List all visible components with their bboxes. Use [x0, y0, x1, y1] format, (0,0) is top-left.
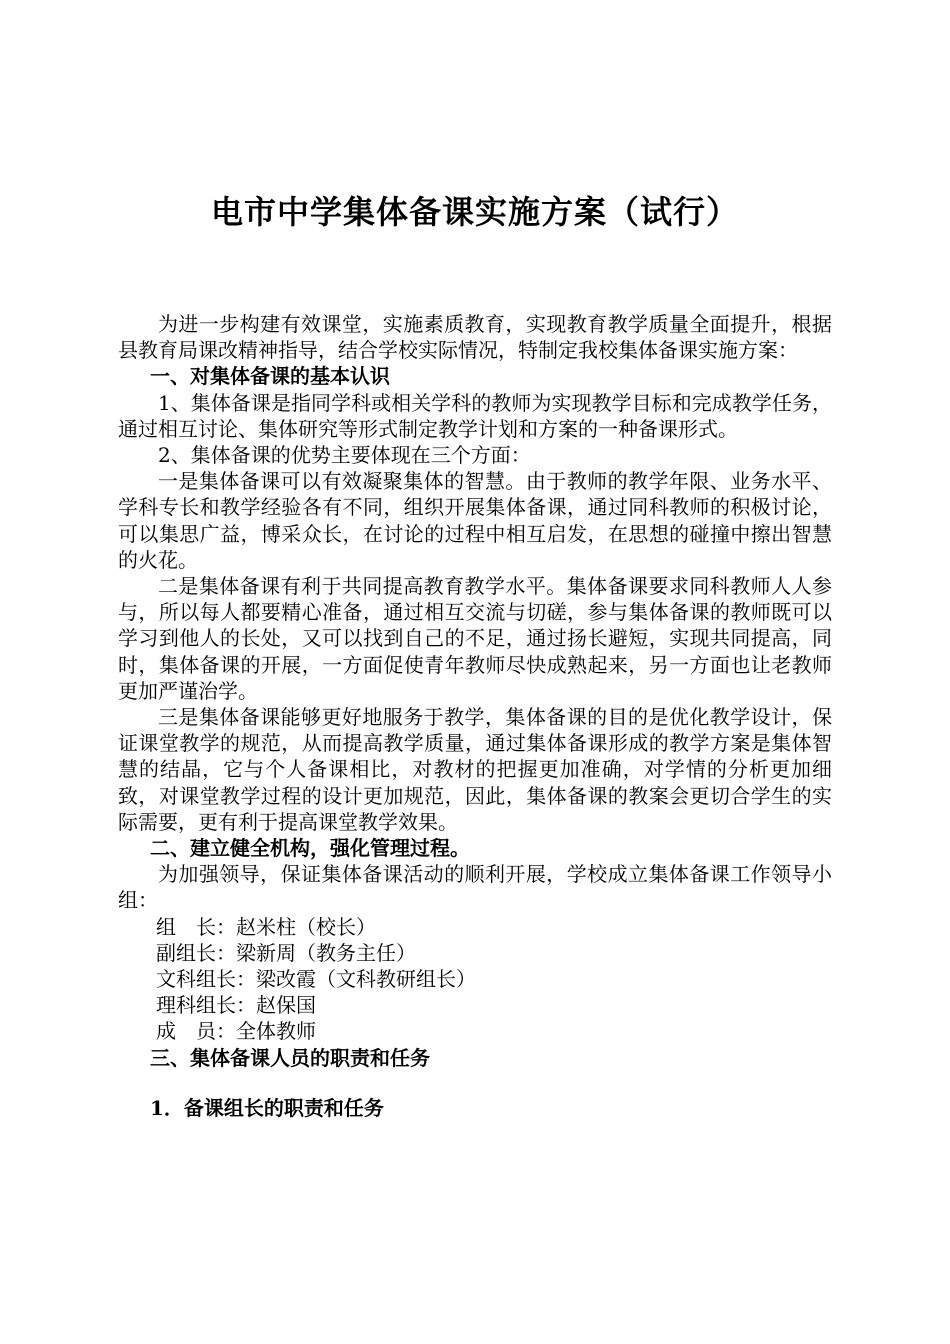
member-line: 组 长：赵米柱（校长） — [156, 914, 376, 939]
section3-heading: 三、集体备课人员的职责和任务 — [150, 1045, 430, 1070]
document-title: 电市中学集体备课实施方案（试行） — [210, 193, 739, 231]
spacer — [118, 1071, 832, 1095]
section2-heading: 二、建立健全机构，强化管理过程。 — [150, 836, 470, 861]
member-line: 理科组长：赵保国 — [156, 993, 316, 1018]
member-line: 文科组长：梁改霞（文科教研组长） — [156, 967, 476, 992]
section1-paragraph-4: 二是集体备课有利于共同提高教育教学水平。集体备课要求同科教师人人参与，所以每人都要精心准备，通过相互交流与切磋，参与集体备课的教师既可以学习到他人的长处，又可以找到自己的不足，通过扬长避短，实现共同提高，同时，集体备课的开展，一方面促使青年教师尽快成熟起来，另一方面也让老教师更加严谨治学。 — [118, 574, 832, 703]
section1-paragraph-3: 一是集体备课可以有效凝聚集体的智慧。由于教师的教学年限、业务水平、学科专长和教学经验各有不同，组织开展集体备课，通过同科教师的积极讨论，可以集思广益，博采众长，在讨论的过程中相互启发，在思想的碰撞中擦出智慧的火花。 — [118, 469, 832, 572]
document-body — [118, 311, 832, 1121]
section1-paragraph-5: 三是集体备课能够更好地服务于教学，集体备课的目的是优化教学设计，保证课堂教学的规范，从而提高教学质量，通过集体备课形成的教学方案是集体智慧的结晶，它与个人备课相比，对教材的把握更加准确，对学情的分析更加细致，对课堂教学过程的设计更加规范，因此，集体备课的教案会更切合学生的实际需要，更有利于提高课堂教学效果。 — [118, 705, 832, 834]
section1-paragraph-1: 1、集体备课是指同学科或相关学科的教师为实现教学目标和完成教学任务，通过相互讨论、集体研究等形式制定教学计划和方案的一种备课形式。 — [118, 390, 832, 441]
member-line: 副组长：梁新周（教务主任） — [156, 940, 416, 965]
section1-paragraph-2: 2、集体备课的优势主要体现在三个方面： — [158, 443, 531, 468]
section3-subheading-1: 1．备课组长的职责和任务 — [150, 1095, 384, 1120]
intro-paragraph: 为进一步构建有效课堂，实施素质教育，实现教育教学质量全面提升，根据县教育局课改精神指导，结合学校实际情况，特制定我校集体备课实施方案： — [118, 312, 832, 363]
member-line: 成 员：全体教师 — [156, 1019, 316, 1044]
section1-heading: 一、对集体备课的基本认识 — [150, 364, 390, 389]
section2-paragraph-1: 为加强领导，保证集体备课活动的顺利开展，学校成立集体备课工作领导小组： — [118, 862, 832, 913]
